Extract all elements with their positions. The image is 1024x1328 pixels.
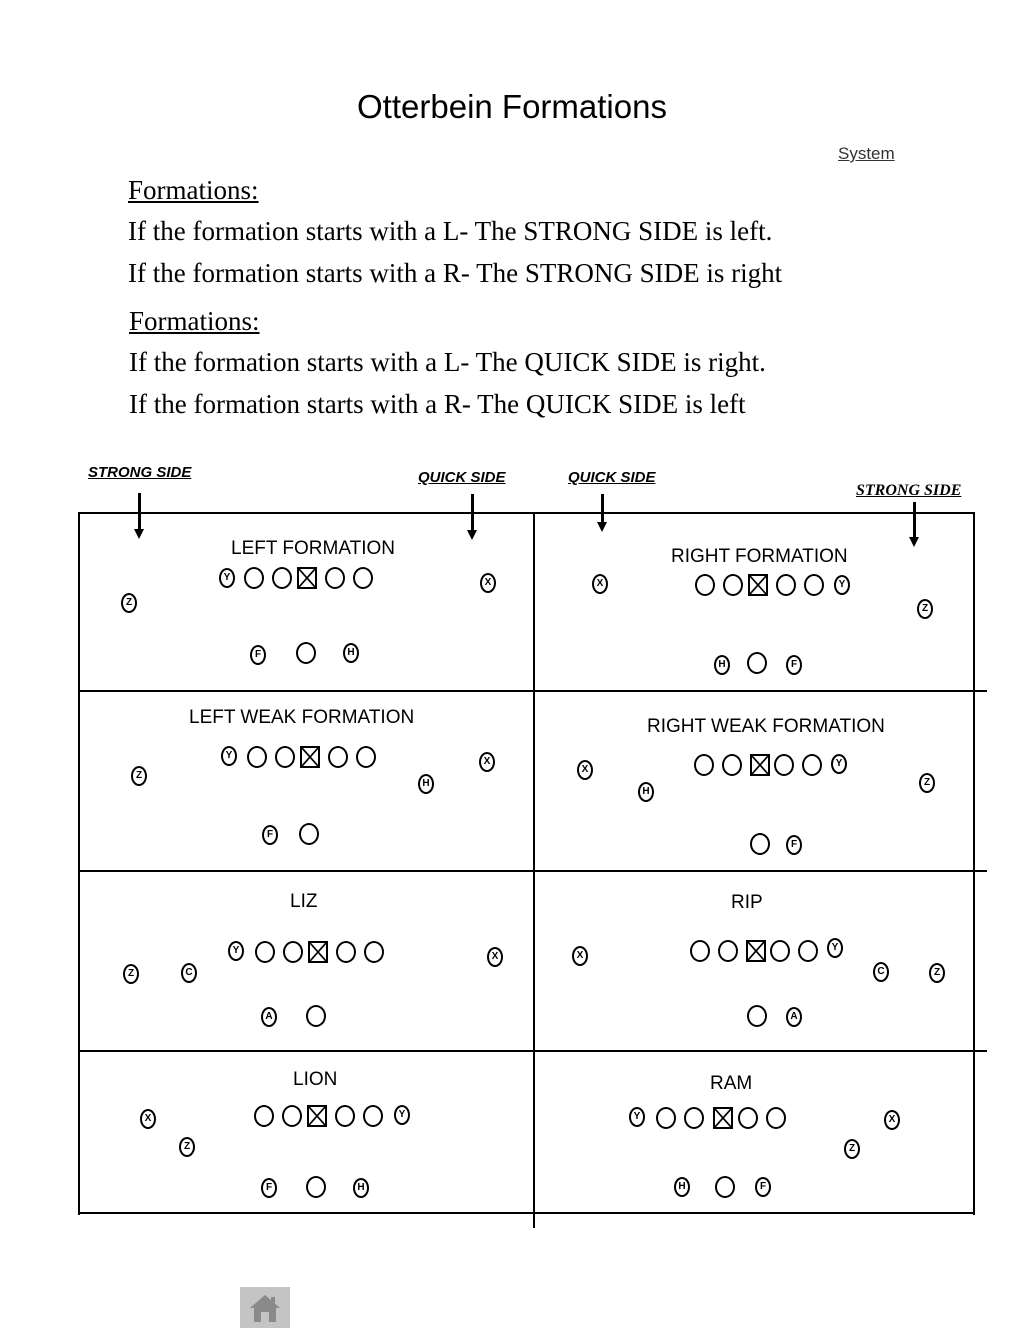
player-y: Y (827, 938, 843, 958)
player-h: H (674, 1177, 690, 1197)
center-marker (297, 567, 317, 589)
lineman (325, 567, 345, 589)
lineman (254, 1105, 274, 1127)
player-x: X (480, 573, 496, 593)
player-f: F (755, 1177, 771, 1197)
lineman (656, 1107, 676, 1129)
back (747, 652, 767, 674)
grid-right-border (973, 512, 975, 1215)
player-y: Y (629, 1107, 645, 1127)
player-x: X (572, 946, 588, 966)
lineman (776, 574, 796, 596)
lineman (283, 941, 303, 963)
center-marker (748, 574, 768, 596)
player-z: Z (123, 964, 139, 984)
rules-heading-strong: Formations: (128, 175, 259, 205)
lineman (694, 754, 714, 776)
player-y: Y (394, 1105, 410, 1125)
rip-formation-title: RIP (731, 892, 763, 913)
player-f: F (250, 645, 266, 665)
strong-side-arrow-right (913, 502, 916, 539)
quick-side-label-left: QUICK SIDE (418, 469, 506, 486)
center-marker (713, 1107, 733, 1129)
player-h: H (353, 1178, 369, 1198)
grid-row-divider-2 (78, 870, 987, 872)
player-z: Z (844, 1139, 860, 1159)
player-x: X (479, 752, 495, 772)
player-x: X (487, 947, 503, 967)
player-c: C (181, 963, 197, 983)
player-y: Y (831, 754, 847, 774)
system-link[interactable]: System (838, 144, 895, 163)
lineman (272, 567, 292, 589)
rule-strong-left: If the formation starts with a L- The STRONG SIDE is left. (128, 216, 773, 246)
center-marker (746, 940, 766, 962)
lineman (244, 567, 264, 589)
lineman (363, 1105, 383, 1127)
player-h: H (418, 774, 434, 794)
lineman (718, 940, 738, 962)
back (715, 1176, 735, 1198)
player-f: F (786, 655, 802, 675)
ram-formation-title: RAM (710, 1073, 753, 1094)
lineman (804, 574, 824, 596)
grid-top-border (78, 512, 975, 514)
lineman (247, 746, 267, 768)
lineman (328, 746, 348, 768)
grid-left-border (78, 512, 80, 1215)
player-x: X (884, 1110, 900, 1130)
page-title: Otterbein Formations (357, 88, 667, 125)
lineman (802, 754, 822, 776)
back (750, 833, 770, 855)
lineman (353, 567, 373, 589)
player-z: Z (929, 963, 945, 983)
player-f: F (261, 1178, 277, 1198)
left-weak-formation-title: LEFT WEAK FORMATION (189, 707, 415, 728)
player-h: H (343, 643, 359, 663)
player-z: Z (131, 766, 147, 786)
player-c: C (873, 962, 889, 982)
player-z: Z (919, 773, 935, 793)
quick-side-label-right: QUICK SIDE (568, 469, 656, 486)
quick-side-arrow-right (601, 494, 604, 524)
lineman (695, 574, 715, 596)
home-button[interactable] (240, 1287, 290, 1328)
back (747, 1005, 767, 1027)
player-z: Z (121, 593, 137, 613)
player-h: H (638, 782, 654, 802)
player-h: H (714, 655, 730, 675)
lineman (798, 940, 818, 962)
lineman (690, 940, 710, 962)
strong-side-label-left: STRONG SIDE (88, 464, 192, 481)
home-icon (248, 1293, 282, 1323)
rule-quick-right: If the formation starts with a R- The QUICK SIDE is left (129, 389, 746, 419)
lineman (282, 1105, 302, 1127)
center-marker (300, 746, 320, 768)
lineman (722, 754, 742, 776)
player-a: A (261, 1007, 277, 1027)
player-y: Y (228, 941, 244, 961)
player-z: Z (917, 599, 933, 619)
rules-heading-quick: Formations: (129, 306, 260, 336)
right-weak-formation-title: RIGHT WEAK FORMATION (647, 716, 885, 737)
back (296, 642, 316, 664)
back (299, 823, 319, 845)
rule-quick-left: If the formation starts with a L- The QUICK SIDE is right. (129, 347, 766, 377)
rule-strong-right: If the formation starts with a R- The STRONG SIDE is right (128, 258, 783, 288)
lineman (356, 746, 376, 768)
back (306, 1176, 326, 1198)
lineman (335, 1105, 355, 1127)
lineman (275, 746, 295, 768)
player-z: Z (179, 1137, 195, 1157)
lineman (738, 1107, 758, 1129)
player-x: X (592, 574, 608, 594)
player-x: X (577, 760, 593, 780)
lineman (723, 574, 743, 596)
center-marker (750, 754, 770, 776)
grid-bottom-border (78, 1212, 975, 1214)
lineman (770, 940, 790, 962)
player-y: Y (221, 746, 237, 766)
lineman (364, 941, 384, 963)
lion-formation-title: LION (293, 1069, 338, 1090)
grid-row-divider-1 (78, 690, 987, 692)
player-a: A (786, 1007, 802, 1027)
lineman (766, 1107, 786, 1129)
lineman (774, 754, 794, 776)
lineman (684, 1107, 704, 1129)
strong-side-label-right: STRONG SIDE (856, 482, 962, 499)
player-y: Y (834, 575, 850, 595)
player-x: X (140, 1109, 156, 1129)
back (306, 1005, 326, 1027)
left-formation-title: LEFT FORMATION (231, 538, 395, 559)
player-f: F (262, 825, 278, 845)
grid-row-divider-3 (78, 1050, 987, 1052)
player-y: Y (219, 568, 235, 588)
lineman (255, 941, 275, 963)
player-f: F (786, 835, 802, 855)
liz-formation-title: LIZ (290, 891, 318, 912)
center-marker (308, 941, 328, 963)
right-formation-title: RIGHT FORMATION (671, 546, 848, 567)
lineman (336, 941, 356, 963)
center-marker (307, 1105, 327, 1127)
